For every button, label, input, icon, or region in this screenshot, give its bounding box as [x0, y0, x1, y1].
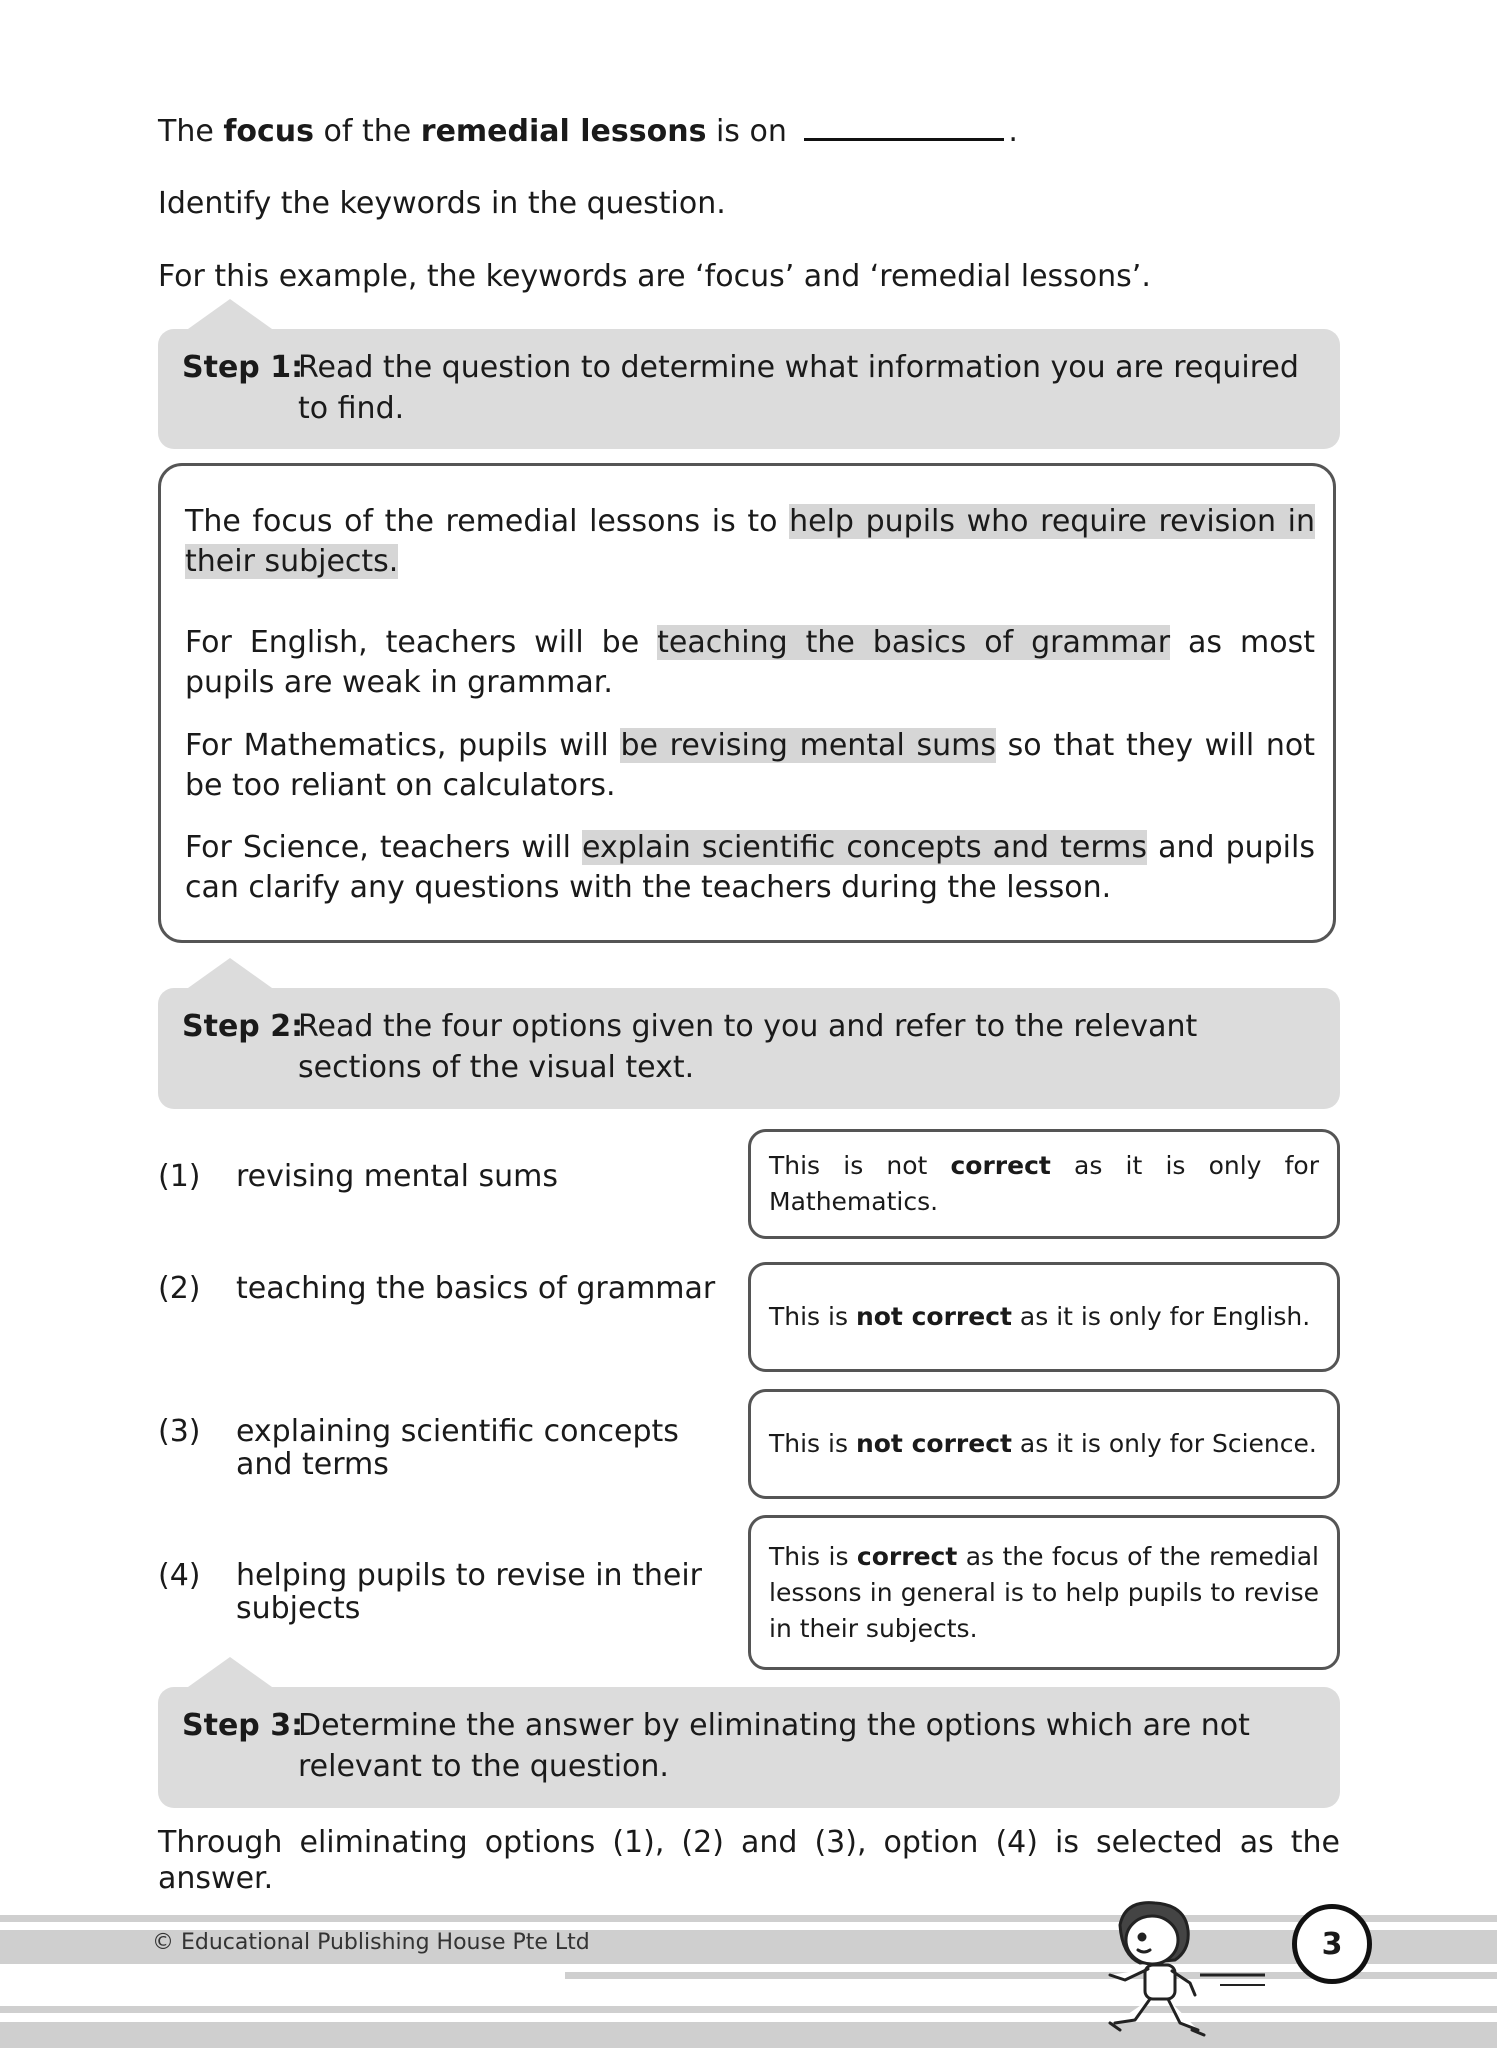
running-boy-illustration	[1080, 1895, 1280, 2045]
feedback-pre: This is	[769, 1429, 856, 1458]
paragraph-text: as most pupils are weak in grammar.	[185, 625, 1315, 700]
option-1-number: (1)	[158, 1159, 201, 1194]
feedback-bold: correct	[856, 1541, 958, 1571]
option-2-number: (2)	[158, 1271, 201, 1306]
option-1-feedback	[748, 1129, 1340, 1239]
option-3-number: (3)	[158, 1414, 201, 1449]
step1-label: Step 1:	[182, 350, 304, 385]
keyword-focus: focus	[223, 114, 315, 149]
page-number-badge: 3	[1292, 1904, 1372, 1984]
question-period: .	[1008, 114, 1018, 149]
feedback-post: as it is only for Mathematics.	[769, 1151, 1319, 1216]
highlight-science: explain scientific concepts and terms	[582, 830, 1148, 865]
visual-text-box	[158, 463, 1336, 943]
question-text: of the	[314, 114, 421, 149]
step2-line2: sections of the visual text.	[298, 1050, 695, 1085]
option-2-text: teaching the basics of grammar	[236, 1271, 716, 1306]
step3-label: Step 3:	[182, 1708, 304, 1743]
paragraph-english	[185, 623, 1315, 703]
conclusion-line1: Through eliminating options (1), (2) and (3), option (4) is selected as the	[158, 1825, 1340, 1860]
question-text: The	[158, 114, 224, 149]
feedback-bold: correct	[950, 1151, 1051, 1180]
step2-line1: Read the four options given to you and refer to the relevant	[298, 1009, 1198, 1044]
step3-line2: relevant to the question.	[298, 1749, 669, 1784]
banner-notch	[188, 958, 272, 988]
feedback-pre: This is	[769, 1302, 856, 1331]
step3-banner	[158, 1687, 1340, 1808]
option-2-feedback	[748, 1262, 1340, 1372]
highlight-mathematics: be revising mental sums	[620, 728, 996, 763]
option-3-feedback	[748, 1389, 1340, 1499]
paragraph-text: For Mathematics, pupils will	[185, 728, 621, 763]
identify-instruction: Identify the keywords in the question.	[158, 186, 726, 221]
step2-label: Step 2:	[182, 1009, 304, 1044]
paragraph-focus	[185, 502, 1315, 582]
conclusion-line2: answer.	[158, 1861, 274, 1896]
option-4-number: (4)	[158, 1558, 201, 1593]
option-4-text: helping pupils to revise in their subjects	[236, 1558, 702, 1626]
feedback-text	[769, 1426, 1317, 1462]
question-line	[158, 112, 1018, 152]
step1-line1: Read the question to determine what information you are required	[298, 350, 1299, 385]
paragraph-text: The focus of the remedial lessons is to	[185, 504, 790, 539]
step3-line1: Determine the answer by eliminating the options which are not	[298, 1708, 1250, 1743]
feedback-text	[769, 1148, 1319, 1220]
highlight-focus: help pupils who require revision in their subjects.	[185, 504, 1315, 579]
copyright-text: © Educational Publishing House Pte Ltd	[152, 1930, 590, 1955]
example-keywords: For this example, the keywords are ‘focus’ and ‘remedial lessons’.	[158, 259, 1151, 294]
paragraph-text: so that they will not be too reliant on calculators.	[185, 728, 1316, 803]
conclusion	[158, 1825, 1340, 1897]
paragraph-text: For English, teachers will be	[185, 625, 658, 660]
highlight-english: teaching the basics of grammar	[657, 625, 1171, 660]
feedback-pre: This is	[769, 1541, 857, 1571]
paragraph-text: and pupils can clarify any questions with the teachers during the lesson.	[185, 830, 1315, 905]
question-text: is on	[706, 114, 797, 149]
paragraph-text: For Science, teachers will	[185, 830, 583, 865]
answer-blank	[804, 114, 1004, 141]
option-4-feedback	[748, 1515, 1340, 1670]
feedback-post: as it is only for English.	[1011, 1302, 1311, 1331]
feedback-pre: This is not	[769, 1151, 951, 1180]
banner-notch	[188, 299, 272, 329]
feedback-post: as the focus of the remedial lessons in general is to help pupils to revise in their subjects.	[769, 1541, 1319, 1643]
feedback-text	[769, 1299, 1310, 1335]
banner-notch	[188, 1657, 272, 1687]
step1-line2: to find.	[298, 391, 405, 426]
feedback-text	[769, 1539, 1319, 1647]
option-1-text: revising mental sums	[236, 1159, 558, 1194]
feedback-bold: not correct	[855, 1302, 1012, 1331]
feedback-post: as it is only for Science.	[1011, 1429, 1317, 1458]
keyword-remedial-lessons: remedial lessons	[420, 114, 707, 149]
paragraph-mathematics	[185, 726, 1315, 806]
feedback-bold: not correct	[855, 1429, 1012, 1458]
paragraph-science	[185, 828, 1315, 908]
step2-banner	[158, 988, 1340, 1109]
option-3-text: explaining scientific concepts and terms	[236, 1414, 679, 1482]
step1-banner	[158, 329, 1340, 449]
